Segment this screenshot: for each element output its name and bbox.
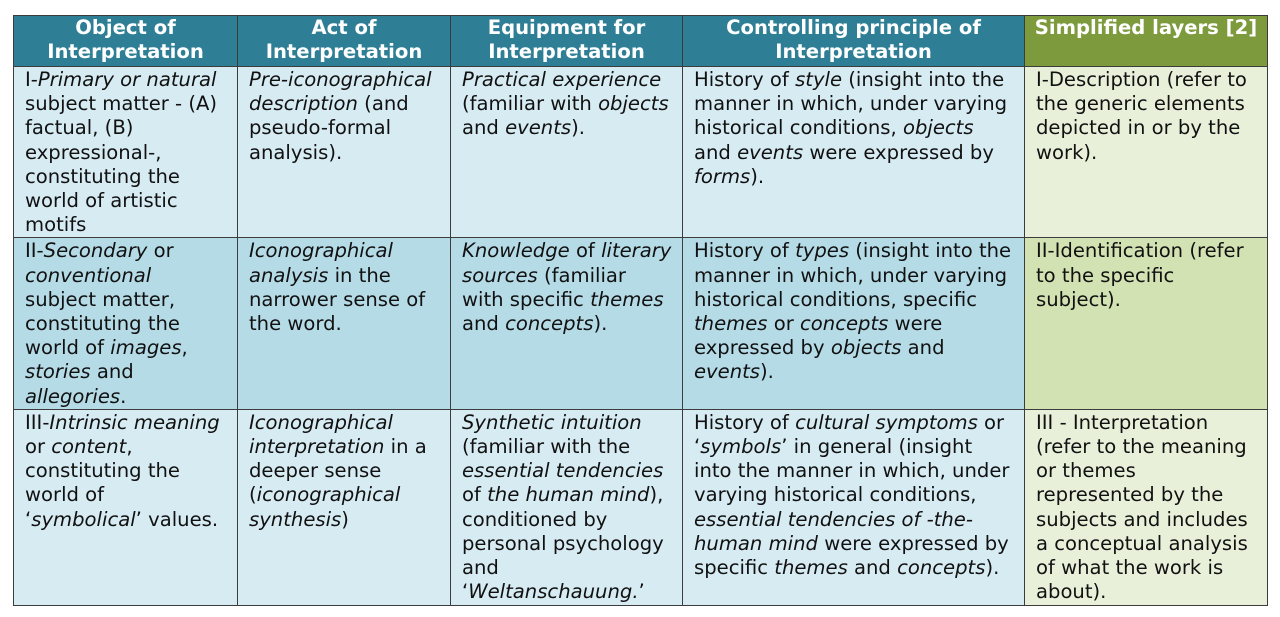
- cell-equipment: [451, 238, 683, 409]
- italic-text: symbols: [700, 435, 782, 459]
- cell-text: or: [767, 312, 801, 336]
- italic-text: objects: [902, 116, 974, 140]
- italic-text: literary sources: [462, 239, 678, 287]
- cell-text: III - Interpretation (refer to the meaning or themes represented by the subjects and includes a conceptual analysis of what the work is about).: [1036, 410, 1255, 604]
- italic-text: stories: [25, 360, 91, 384]
- cell-text: ).: [985, 556, 1000, 580]
- cell-text: in a deeper sense (: [249, 435, 433, 507]
- cell-object: [14, 409, 238, 605]
- italic-text: concepts: [505, 312, 594, 336]
- italic-text: cultural symptoms: [795, 410, 978, 434]
- italic-text: Pre-iconographical description: [249, 68, 438, 116]
- cell-text: in the narrower sense of the word.: [249, 263, 432, 336]
- cell-text: II-Identification (refer to the specific subject).: [1036, 239, 1250, 311]
- cell-text: History of: [694, 410, 796, 434]
- cell-text: ).: [760, 360, 774, 384]
- cell-act: [238, 67, 451, 238]
- cell-simplified-layer: [1025, 409, 1268, 605]
- cell-simplified-layer: [1025, 238, 1268, 409]
- cell-text: ’ values.: [135, 507, 219, 531]
- table-row: [14, 409, 1268, 605]
- cell-text: and: [847, 556, 898, 580]
- italic-text: Secondary: [43, 239, 148, 263]
- cell-text: ): [341, 507, 349, 531]
- cell-text: subject matter, constituting the world of: [25, 263, 187, 360]
- cell-simplified-layer: [1025, 67, 1268, 238]
- cell-text: II-: [25, 239, 44, 263]
- italic-text: concepts: [897, 556, 986, 580]
- cell-object: [14, 238, 238, 409]
- cell-text: (familiar with: [462, 68, 668, 116]
- italic-text: Iconographical interpretation: [249, 410, 400, 459]
- italic-text: Practical experience: [462, 68, 662, 91]
- italic-text: Synthetic intuition: [462, 410, 642, 434]
- italic-text: Knowledge: [462, 239, 570, 263]
- italic-text: forms: [694, 164, 751, 188]
- cell-object: [14, 67, 238, 238]
- cell-text: and: [90, 360, 140, 384]
- cell-text: or: [25, 410, 226, 459]
- italic-text: concepts: [800, 312, 889, 336]
- italic-text: events: [694, 360, 761, 384]
- cell-act: [238, 409, 451, 605]
- cell-text: were expressed by: [694, 312, 949, 360]
- cell-text: ’: [638, 580, 645, 604]
- cell-text: (insight into the manner in which, under varying historical conditions,: [694, 68, 1014, 140]
- italic-text: Intrinsic meaning: [49, 410, 220, 434]
- table-row: [14, 67, 1268, 238]
- cell-text: were expressed by specific: [694, 531, 1016, 580]
- cell-text: ’ in general (insight into the manner in which, under varying historical conditions,: [694, 435, 1016, 507]
- header-act: Act of Interpretation: [238, 16, 451, 67]
- italic-text: essential tendencies of -the- human mind: [694, 507, 980, 555]
- italic-text: Primary or natural: [37, 68, 217, 91]
- italic-text: events: [737, 140, 804, 164]
- italic-text: images: [110, 336, 182, 360]
- cell-text: (and pseudo-formal analysis).: [249, 92, 415, 164]
- italic-text: content: [51, 435, 127, 459]
- italic-text: essential tendencies: [462, 459, 664, 483]
- header-simplified-layers: Simplified layers [2]: [1025, 16, 1268, 67]
- header-object: Object of Interpretation: [14, 16, 238, 67]
- cell-text: (familiar with specific: [462, 263, 633, 311]
- cell-controlling-principle: [683, 67, 1025, 238]
- italic-text: Weltanschauung.: [468, 580, 639, 604]
- cell-text: , constituting the world of ‘: [25, 435, 187, 531]
- italic-text: conventional: [25, 263, 152, 287]
- cell-text: of: [569, 239, 602, 263]
- header-row: [14, 16, 1268, 67]
- cell-text: or: [147, 239, 180, 263]
- italic-text: themes: [774, 556, 848, 580]
- italic-text: Iconographical analysis: [249, 239, 400, 287]
- italic-text: themes: [694, 312, 768, 336]
- cell-act: [238, 238, 451, 409]
- cell-text: History of: [694, 239, 796, 263]
- italic-text: objects: [598, 92, 669, 116]
- italic-text: the human mind: [487, 483, 650, 507]
- italic-text: style: [795, 68, 843, 91]
- cell-text: ).: [571, 116, 585, 140]
- cell-text: and: [462, 92, 675, 140]
- cell-text: of: [462, 459, 670, 507]
- cell-text: I-: [25, 68, 38, 91]
- table-row: [14, 238, 1268, 409]
- italic-text: objects: [830, 336, 902, 360]
- italic-text: themes: [590, 287, 664, 311]
- cell-controlling-principle: [683, 238, 1025, 409]
- cell-text: (familiar with the: [462, 410, 648, 459]
- cell-text: and: [901, 336, 951, 360]
- cell-text: and: [462, 287, 670, 336]
- header-equipment: Equipment for Interpretation: [451, 16, 683, 67]
- cell-text: ).: [750, 164, 765, 188]
- header-controlling-principle: Controlling principle of Interpretation: [683, 16, 1025, 67]
- cell-text: were expressed by: [803, 140, 1001, 164]
- cell-controlling-principle: [683, 409, 1025, 605]
- italic-text: symbolical: [31, 507, 136, 531]
- italic-text: iconographical synthesis: [249, 483, 407, 531]
- cell-equipment: [451, 409, 683, 605]
- italic-text: allegories: [25, 384, 121, 408]
- cell-text: ), conditioned by personal psychology and ‘: [462, 483, 670, 604]
- cell-text: ,: [181, 336, 195, 360]
- italic-text: types: [795, 239, 850, 263]
- cell-text: History of: [694, 68, 796, 91]
- cell-text: I-Description (refer to the generic elements depicted in or by the work).: [1036, 68, 1254, 164]
- iconography-table: [13, 15, 1268, 606]
- cell-text: (insight into the manner in which, under varying historical conditions, specific: [694, 239, 1018, 311]
- cell-text: subject matter - (A) factual, (B) expressional-, constituting the world of artistic motifs: [25, 68, 224, 237]
- cell-equipment: [451, 67, 683, 238]
- cell-text: and: [694, 116, 980, 164]
- italic-text: events: [505, 116, 572, 140]
- cell-text: or ‘: [694, 410, 1011, 459]
- cell-text: III-: [25, 410, 50, 434]
- cell-text: .: [120, 384, 127, 408]
- cell-text: ).: [593, 312, 608, 336]
